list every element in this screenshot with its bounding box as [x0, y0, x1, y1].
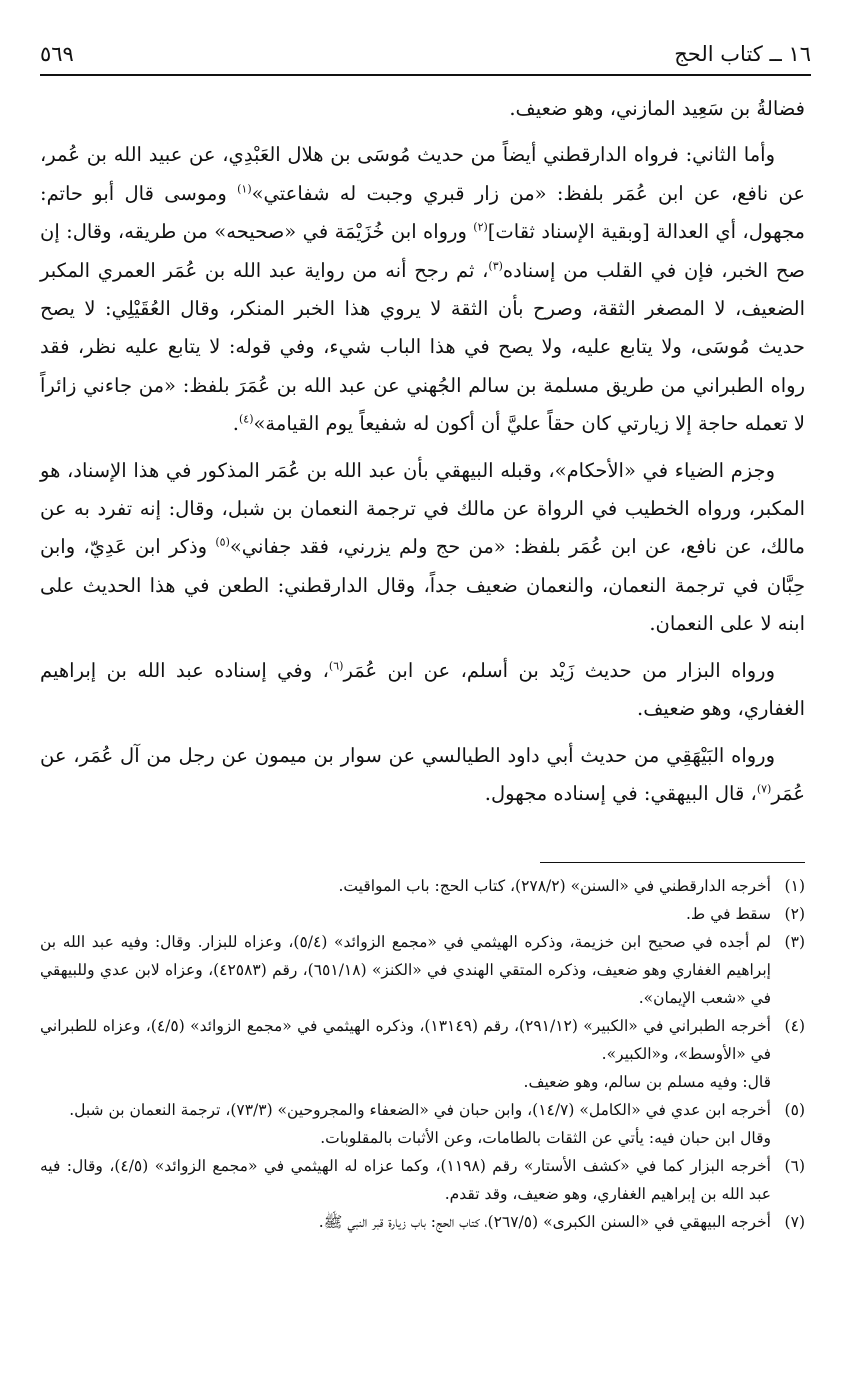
main-text: [40, 90, 805, 821]
paragraph-5: [40, 737, 805, 814]
text: ، قال البيهقي: في إسناده مجهول.: [484, 781, 757, 805]
footnote-number: (٤): [784, 1017, 805, 1035]
footnote-ref-5[interactable]: (٥): [215, 535, 230, 549]
paragraph-1: [40, 90, 805, 128]
page-number: ٥٦٩: [40, 42, 74, 66]
text: ورواه البَيْهَقِي من حديث أبي داود الطيالسي عن سوار بن ميمون عن رجل من آل عُمَر، عن عُمَر: [40, 743, 805, 805]
paragraph-2: [40, 136, 805, 443]
footnote-number: (٥): [784, 1101, 805, 1119]
footnote-number: (٦): [784, 1157, 805, 1175]
footnote-number: (٣): [784, 933, 805, 951]
text: وأما الثاني: فرواه الدارقطني أيضاً من حديث مُوسَى بن هلال العَبْدِي، عن عبيد الله بن عُمر، عن نافع، عن ابن عُمَر بلفظ: «من زار قبري وجبت له شفاعتي»: [40, 143, 805, 205]
footnote-divider: [540, 862, 805, 863]
footnotes: [40, 872, 805, 1236]
footnote-4: [40, 1012, 805, 1068]
footnote-ref-7[interactable]: (٧): [756, 782, 772, 796]
footnote-text: أخرجه الطبراني في «الكبير» (٢٩١/١٢)، رقم (١٣١٤٩)، وذكره الهيثمي في «مجمع الزوائد» (٤/٥)، وعزاه للطبراني في «الأوسط»، و«الكبير».: [40, 1017, 771, 1063]
footnote-text: لم أجده في صحيح ابن خزيمة، وذكره الهيثمي في «مجمع الزوائد» (٥/٤)، وعزاه للبزار. وقال: وفيه عبد الله بن إبراهيم الغفاري وهو ضعيف، وذكره المتقي الهندي في «الكنز» (٦٥١/١٨)، رقم (٤٢٥٨٣)، وعزاه لابن عدي وللبيهقي في «شعب الإيمان».: [40, 933, 771, 1007]
footnote-ref-2[interactable]: (٢): [473, 220, 488, 234]
footnote-5-note: وقال ابن حبان فيه: يأتي عن الثقات بالطامات، وعن الأثبات بالمقلوبات.: [320, 1129, 771, 1147]
footnote-7: [40, 1208, 805, 1236]
text: وموسى قال أبو حاتم: مجهول، أي العدالة [وبقية الإسناد ثقات]: [40, 181, 805, 244]
footnote-text: أخرجه ابن عدي في «الكامل» (١٤/٧)، وابن حبان في «الضعفاء والمجروحين» (٧٣/٣)، ترجمة النعمان بن شبل.: [69, 1101, 771, 1119]
text: ، وفي إسناده عبد الله بن إبراهيم الغفاري، وهو ضعيف.: [40, 658, 805, 721]
running-head: ١٦ ــ كتاب الحج: [674, 42, 811, 66]
footnote-text: سقط في ط.: [686, 905, 771, 923]
footnote-text: أخرجه الدارقطني في «السنن» (٢٧٨/٢)، كتاب الحج: باب المواقيت.: [338, 877, 771, 895]
footnote-number: (١): [784, 877, 805, 895]
footnote-ref-3[interactable]: (٣): [488, 259, 503, 273]
footnote-4-note: قال: وفيه مسلم بن سالم، وهو ضعيف.: [523, 1073, 771, 1091]
footnote-3: [40, 928, 805, 1012]
text: .: [232, 412, 239, 436]
footnote-ref-1[interactable]: (١): [237, 182, 252, 196]
paragraph-3: [40, 452, 805, 644]
text: فضالةُ بن سَعِيد المازني، وهو ضعيف.: [509, 97, 805, 120]
paragraph-4: [40, 652, 805, 729]
footnote-6: [40, 1152, 805, 1208]
footnote-text: أخرجه البزار كما في «كشف الأستار» رقم (١١٩٨)، وكما عزاه له الهيثمي في «مجمع الزوائد» (٤/٥)، وقال: فيه عبد الله بن إبراهيم الغفاري، وهو ضعيف، وقد تقدم.: [40, 1157, 771, 1203]
text: ورواه ابن خُزَيْمَة في «صحيحه» من طريقه، وقال: إن صح الخبر، فإن في القلب من إسناده: [40, 220, 805, 282]
footnote-2: [40, 900, 805, 928]
text: وجزم الضياء في «الأحكام»، وقبله البيهقي بأن عبد الله بن عُمَر المذكور في هذا الإسناد، هو المكبر، ورواه الخطيب في الرواة عن مالك في ترجمة النعمان بن شبل، وقال: إنه تفرد به عن مالك، عن نافع، عن ابن عُمَر بلفظ: «من حج ولم يزرني، فقد جفاني»: [40, 458, 805, 559]
page-header: [40, 28, 811, 76]
footnote-ref-4[interactable]: (٤): [238, 412, 254, 426]
footnote-number: (٧): [784, 1213, 805, 1231]
text: ، ثم رجح أنه من رواية عبد الله بن عُمَر العمري المكبر الضعيف، لا المصغر الثقة، وصرح بأن الثقة لا يروي هذا الخبر المنكر، وقال العُقَيْلِي: لا يصح حديث مُوسَى، ولا يتابع عليه، ولا يصح في هذا الباب شيء، وفي قوله: لا يتابع عليه نظر، فقد رواه الطبراني من طريق مسلمة بن سالم الجُهني عن عبد الله بن عُمَرَ بلفظ: «من جاءني زائراً لا تعمله حاجة إلا زيارتي كان حقاً عليَّ أن أكون له شفيعاً يوم القيامة»: [40, 258, 805, 436]
text: وذكر ابن عَدِيّ، وابن حِبَّان في ترجمة النعمان، والنعمان ضعيف جداً، وقال الدارقطني: الطعن في هذا الحديث على ابنه لا على النعمان.: [40, 535, 805, 636]
footnote-ref-6[interactable]: (٦): [328, 659, 344, 673]
footnote-text: أخرجه البيهقي في «السنن الكبرى» (٢٦٧/٥)، كتاب الحج: باب زيارة قبر النبي ﷺ.: [318, 1213, 771, 1231]
footnote-1: [40, 872, 805, 900]
text: ورواه البزار من حديث زَيْد بن أسلم، عن ابن عُمَر: [343, 658, 776, 682]
footnote-5: [40, 1096, 805, 1124]
footnote-number: (٢): [784, 905, 805, 923]
